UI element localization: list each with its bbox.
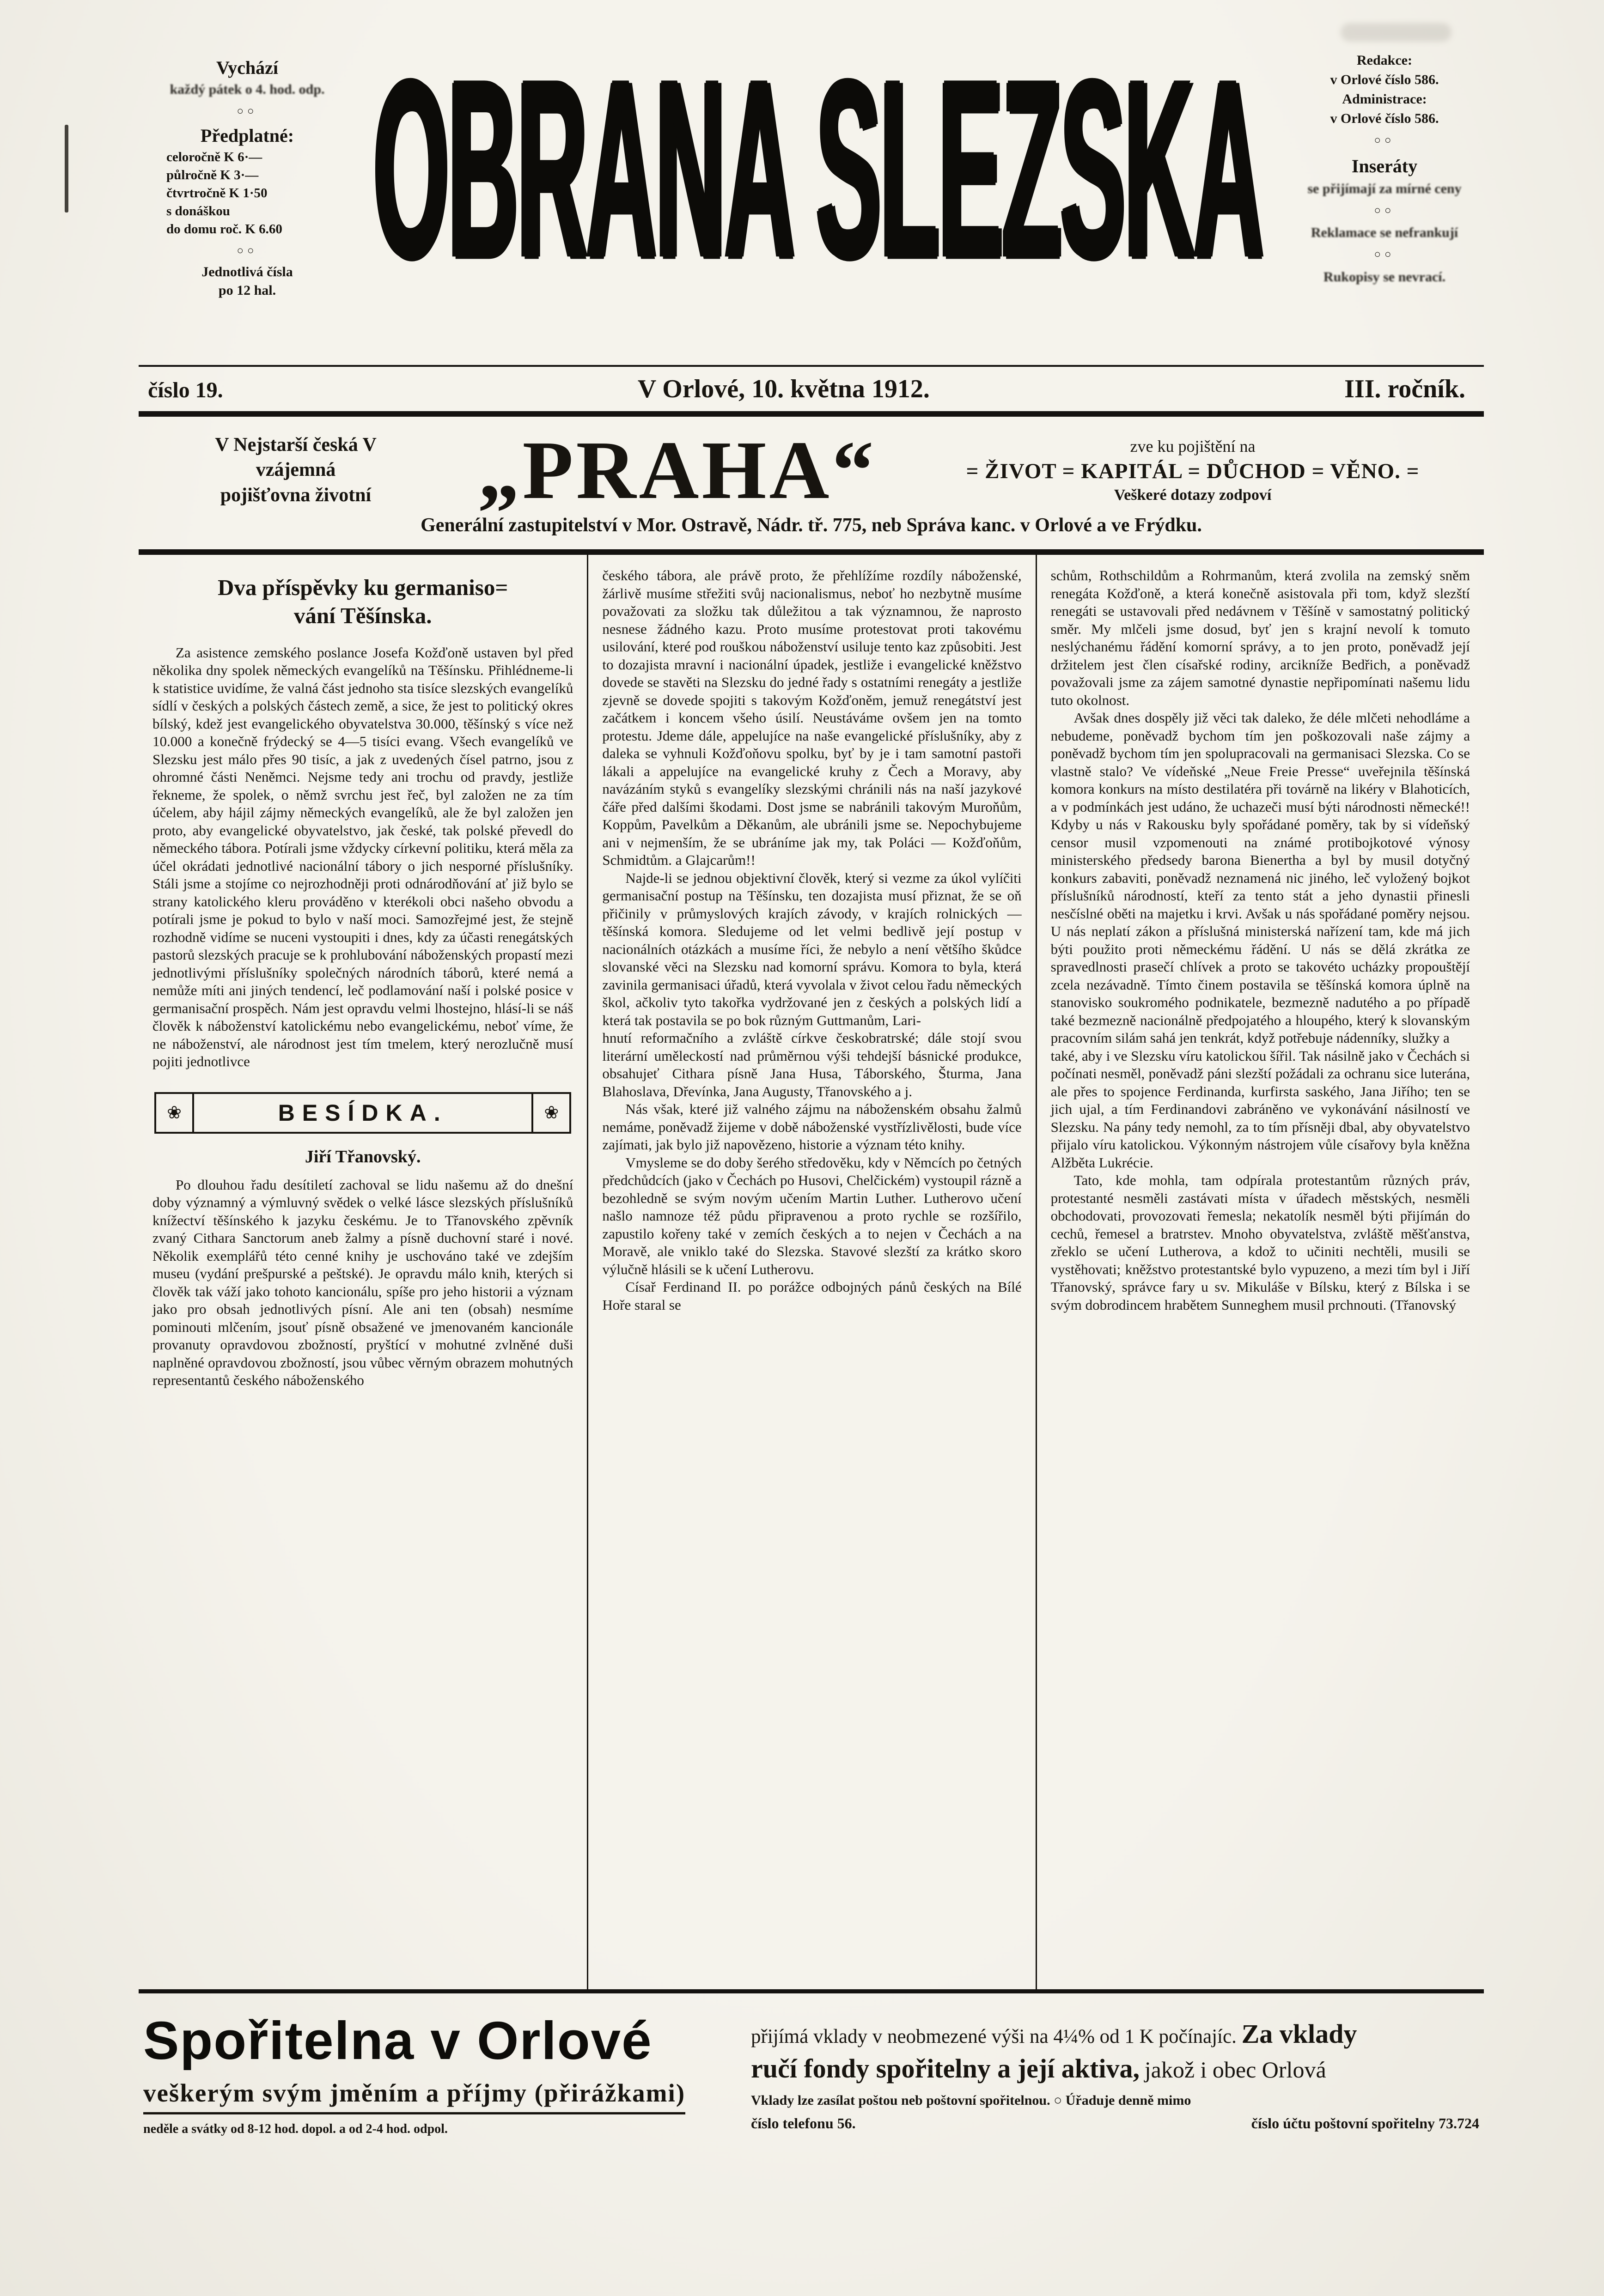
praha-brand-name: „PRAHA“ (478, 424, 877, 516)
ornament-separator: ○○ (1374, 134, 1395, 146)
publication-info-box (148, 44, 347, 300)
besidka-paragraph: Vmysleme se do doby šerého středověku, kdy v Němcích po četných předchůdcích (jako v Čechách po Husovi, Chelčickém) vystoupil rázně a bezohledně se svým novým učením Martin Luther. Lutherovo učení našlo namnoze též půdu připravenou a proto rychle se rozšířilo, zapustilo kořeny také v zemích českých a to nejen v Čechách a na Moravě, ale vniklo také do Slezska. Stavové slezští za krátko skoro výlučně hlásili se k učení Lutherovu. (602, 1154, 1022, 1277)
flower-glyph: ❀ (167, 1103, 182, 1123)
article-paragraph: schům, Rothschildům a Rohrmanům, která zvolila na zemský sněm renegáta Kožďoně, a která konečně asistovala při tom, když slezští renegáti se ustavovali před nedávnem v Těšíně v samostatný politický směr. My mlčeli jsme dosud, byť jen s krajní nevolí k tomuto neslýchanému řádění komorní správy, a to jen proto, poněvadž její držitelem jest člen císařské rodiny, arcikníže Bedřich, a poněvadž považovali jsme za zájem samotné dynastie nepřipomínati našemu lidu tuto okolnost. (1050, 567, 1470, 708)
publication-schedule: každý pátek o 4. hod. odp. (170, 82, 325, 97)
column-2 (587, 555, 1035, 1989)
praha-ad-top (0, 417, 1604, 516)
ads-note: se přijímají za mírné ceny (1307, 181, 1462, 196)
single-issue-price: po 12 hal. (218, 283, 276, 298)
praha-tagline-2: vzájemná (256, 459, 336, 481)
praha-tagline (143, 432, 448, 508)
article-paragraph: Za asistence zemského poslance Josefa Kožďoně ustaven byl před několika dny spolek německých evangelíků na Těšínsku. Přihlédneme-li k statistice uvidíme, že valná část jednoho sta tisíce slezských evangelíků sídlí v českých a polských částech země, a sice, že jest to politický okres bílský, kdež jest evangelického obyvatelstva 30.000, těšínský s více než 10.000 a konečně frýdecký se 4—5 tisíci evang. Všech evangelíků ve Slezsku jest málo přes 90 tisíc, a jak z uvedených čísel patrno, jsou z ohromné části Neněmci. Nejsme tedy ani trochu od pravdy, jestliže řekneme, že spolek, o němž svrchu jest řeč, byl založen ne za tím účelem, aby hájil zájmy německých evangelíků, ale že byl založen jen proto, aby evangelické obyvatelstvo, jak české, tak polské převedl do německého tábora. Potírali jsme vždycky církevní politiku, která měla za účel okrádati jednotlivé nacionální tábory o jich nesporné příslušníky. Stáli jsme a stojíme co nejrozhodněji proti odnárodňování ať již bylo se strany katolického kleru prováděno v kterékoli obci našeho obvodu a potírali jsme je pokud to bylo v naší moci. Samozřejmé jest, že stejně rozhodně vidíme se nuceni vystoupiti i dnes, kdy za účasti renegátských pastorů slezských pracuje se k prohlubování náboženských propastí mezi jednotlivými příslušníky společných národních táborů, které nemá a nemůže míti ani jiných tendencí, leč podlamování naší i polské posice v germanisační prospěch. Nám jest opravdu velmi lhostejno, hlásí-li se náš člověk k náboženství katolickému nebo evangelickému, neboť víme, že ne náboženství, ale národnost jest tím tmelem, který nerozlučně musí pojiti jednotlivce (152, 644, 573, 1069)
bank-liability-rest: jakož i obec Orlová (1144, 2057, 1326, 2083)
flower-ornament-icon (156, 1094, 194, 1132)
praha-insurance-ad (0, 417, 1604, 549)
issue-number: číslo 19. (148, 378, 223, 402)
ads-label: Inseráty (1351, 155, 1418, 176)
manuscripts-note: Rukopisy se nevrací. (1323, 269, 1446, 285)
besidka-article-title: Jiří Třanovský. (305, 1147, 421, 1166)
scan-smudge (1341, 23, 1452, 42)
ornament-separator: ○○ (1374, 249, 1395, 261)
horizontal-rule (139, 411, 1484, 417)
besidka-paragraph: také, aby i ve Slezsku víru katolickou šířil. Tak násilně jako v Čechách si počínati nesměl, poněvadž páni slezští požádali za ochranu sice luterána, ale přes to spojence Ferdinanda, kurfirsta saského, Jana Jiřího; ten se jich ujal, a tím Ferdinandovi zabráněno ve vykonávání násilností ve Slezsku. Na pány tedy nemohl, za to tím přísněji dbal, aby obyvatelstvo přijalo víru katolickou. Výkonným nástrojem vůle císařovy byla kněžna Alžběta Lukrécie. (1050, 1047, 1470, 1171)
newspaper-title: OBRANA SLEZSKA (373, 28, 1263, 311)
article-title (152, 573, 573, 630)
issue-date: V Orlové, 10. května 1912. (637, 375, 930, 403)
bank-postal-note: Vklady lze zasílat poštou neb poštovní spořitelnou. ○ Úřaduje denně mimo (751, 2092, 1191, 2108)
ornament-separator: ○○ (237, 244, 258, 257)
ornament-separator: ○○ (1374, 204, 1395, 217)
single-issue-label: Jednotlivá čísla (201, 264, 293, 279)
publication-schedule-label: Vychází (216, 57, 279, 78)
bank-contact-row (751, 2115, 1479, 2132)
administration-address: v Orlové číslo 586. (1330, 111, 1439, 126)
masthead (0, 0, 1604, 365)
article-title-line-1: Dva příspěvky ku germaniso= (218, 575, 508, 600)
administration-label: Administrace: (1342, 91, 1427, 107)
besidka-paragraph: Císař Ferdinand II. po porážce odbojných pánů českých na Bílé Hoře staral se (602, 1279, 1022, 1313)
praha-tagline-3: pojišťovna životní (220, 484, 372, 506)
dateline (0, 367, 1604, 411)
praha-offer (906, 437, 1479, 504)
column-1 (139, 555, 587, 1989)
besidka-paragraph: Tato, kde mohla, tam odpírala protestantům různých práv, protestanté nesměli zastávati místa v úřadech městských, nesměli obchodovati, provozovati řemesla; nekatolík nesměl býti přijímán do cechů, řemesel a bratrstev. Mnoho obyvatelstva, zvláště měšťanstva, zřeklo se učení Lutherova, a kdož to učiniti nechtěli, musili se vystěhovati; kněžstvo protestantské bylo vypuzeno, a mezi tím byl i Jiří Třanovský, správce fary u sv. Mikuláše v Bílsku, který z Bílska i se svým dobrodincem hrabětem Sunneghem musil prchnouti. (Třanovský (1050, 1172, 1470, 1313)
editorial-label: Redakce: (1357, 53, 1412, 68)
flower-glyph: ❀ (544, 1103, 559, 1123)
praha-products-line: = ŽIVOT = KAPITÁL = DŮCHOD = VĚNO. = (966, 459, 1420, 483)
bank-ad-left (143, 2013, 726, 2137)
article-paragraph: Najde-li se jednou objektivní člověk, který si vezme za úkol vylíčiti germanisační postup na Těšínsku, ten dozajista musí přiznat, že se oň přičinily v průmyslových krajích závody, v krajích rolnických — těšínská komora. Sledujeme od let velmi bedlivě její postup v nacionálních otázkách a musíme říci, že nebylo a není většího škůdce slovanské věci na Slezsku nad komorní správu. Komora to byla, která zavinila germanisaci úřadů, která vyvolala v život celou řadu německých škol, ačkoliv tyto takořka vydržované jen z českých a polských lidí a která tak postavila se po bok různým Guttmanům, Lari- (602, 869, 1022, 1028)
price-delivery-1: s donáškou (166, 204, 230, 219)
contact-info-box (1290, 44, 1479, 287)
volume-number: III. ročník. (1344, 375, 1465, 403)
bank-deposit-terms: přijímá vklady v neobmezené výši na 4¼% od 1 K počínajíc. (751, 2026, 1237, 2047)
bank-guarantee: veškerým svým jměním a příjmy (přirážkami) (143, 2078, 685, 2114)
bank-telephone: číslo telefonu 56. (751, 2114, 856, 2132)
price-yearly: celoročně K 6·— (166, 149, 262, 164)
praha-tagline-1: V Nejstarší česká V (215, 434, 377, 456)
bank-liability-emphasis: ručí fondy spořitelny a její aktiva, (751, 2053, 1140, 2084)
complaints-note: Reklamace se nefrankují (1311, 225, 1458, 241)
bank-postal-account: číslo účtu poštovní spořitelny 73.724 (1251, 2114, 1479, 2132)
flower-ornament-icon (531, 1094, 569, 1132)
savings-bank-ad (0, 1993, 1604, 2155)
besidka-paragraph: Po dlouhou řadu desítiletí zachoval se lidu našemu až do dnešní doby významný a výmluvný svědek o velké lásce slezských příslušníků knížectví těšínského k jazyku českému. Je to Třanovského zpěvník zvaný Cithara Sanctorum aneb žalmy a písně duchovní staré i nové. Několik exemplářů této cenné knihy je uschováno také ve zdejším museu (vydání prešpurské a peštské). Je opravdu málo knih, kterých si člověk tak váží jako tohoto kancionálu, spíše pro jeho historii a význam jako pro obsah jednotlivých písní. Ale ani ten (obsah) nesmíme pominouti mlčením, jsouť písně obsažené ve jmenovaném kancionále provanuty opravdovou zbožností, pryštící v mohutné zvlněné duši naplněné opravdovou zbožností, jsou vůbec věrným obrazem mohutných representantů českého náboženského (152, 1176, 573, 1388)
besidka-paragraph: hnutí reformačního a zvláště církve českobratrské; dále stojí svou literární uměleckostí nad průměrnou výši tehdejší básnické produkce, obsahujeť Cithara písně Jana Husa, Táborského, Šturma, Jana Blahoslava, Dřevínka, Jana Augusty, Třanovského a j. (602, 1030, 1022, 1099)
bank-name: Spořitelna v Orlové (143, 2011, 653, 2071)
praha-address-line: Generální zastupitelství v Mor. Ostravě, Nádr. tř. 775, neb Správa kanc. v Orlové a ve Frýdku. (421, 515, 1202, 536)
praha-invite-line: zve ku pojištění na (1130, 437, 1256, 456)
article-paragraph: Avšak dnes dospěly již věci tak daleko, že déle mlčeti nehodláme a nebudeme, poněvadž bychom tím jen poškozovali naše zájmy a poněvadž bychom tím jen spolupracovali na germanisaci Slezska. Co se vlastně stalo? Ve vídeňské „Neue Freie Presse“ uveřejnila těšínská komora konkurs na místo destilatéra při továrně na likéry v Blahoticích, a v podmínkách jest udáno, že uchazeči musí býti národnosti německé!! Kdyby u nás v Rakousku byly spořádané poměry, tak by si vídeňský censor musil vzpomenouti na známé protibojkotové výnosy ministerského předsedy barona Bienertha a byl by musil dotyčný konkurs zabaviti, poněvadž neznamená nic jiného, leč vyložený bojkot příslušníků národností, kteří za tento stát a jeho dynastii přinesli nesčíslné oběti na majetku i krvi. Avšak u nás spořádané poměry nejsou. U nás neplatí zákon a příslušná ministerská nařízení tam, kde má jich býti použito proti německému řádění. U nás se dělá zkrátka ze spravedlnosti prasečí chlívek a proto se takovéto ucházky propouštějí zcela nezávadně. Tímto činem postavila se těšínská komora úplně na stanovisko soukromého podnikatele, bezmezně nadutého a po případě také bezmezně nacionálně předpojatého a hloupého, který k slovanským pracovním silám sahá jen tenkrát, když potřebuje nádenníky, služky a (1050, 710, 1470, 1046)
horizontal-rule (139, 549, 1484, 555)
horizontal-rule (139, 1989, 1484, 1993)
price-quarter: čtvrtročně K 1·50 (166, 186, 268, 201)
besidka-paragraph: Nás však, které již valného zájmu na náboženském obsahu žalmů nemáme, poněvadž žijeme v době náboženské vystřízlivělosti, bude více zajímati, jak bylo již napovězeno, historie a význam této knihy. (602, 1101, 1022, 1153)
bank-ad-right (751, 2013, 1479, 2132)
article-columns (139, 555, 1484, 1989)
bank-deposit-line (751, 2017, 1479, 2051)
scan-artifact (65, 125, 68, 213)
besidka-header-box (154, 1092, 571, 1134)
subscription-label: Předplatné: (200, 125, 294, 146)
price-halfyear: půlročně K 3·— (166, 168, 259, 183)
column-3 (1036, 555, 1484, 1989)
price-delivery-2: do domu roč. K 6.60 (166, 222, 282, 237)
bank-liability-line (751, 2051, 1479, 2086)
besidka-section-title: BESÍDKA. (278, 1099, 448, 1126)
editorial-address: v Orlové číslo 586. (1330, 72, 1439, 87)
article-paragraph: českého tábora, ale právě proto, že přehlížíme rozdíly náboženské, žárlivě musíme střežiti svůj nacionalismus, neboť ho nezbytně musíme považovati za složku tak důležitou a tak významnou, že naprosto nesnese žádného kazu. Proto musíme protestovat proti takovému usilování, které pod rouškou náboženství usiluje tento kaz způsobiti. Jest to dozajista mravní i nacionální úpadek, jestliže i evangelické kněžstvo dovede se stavěti na Slezsku do jedné řady s ostatními renegáty a jestliže zjevně se dovede spojiti s takovým Kožďoněm, jemuž renegátství jest začátkem i koncem všeho úsilí. Neustáváme ovšem jen na tomto protestu. Jdeme dále, appelujíce na naše evangelické příslušníky, aby z daleka se vyhnuli Kožďoňovu spolku, byť by je i tam samotní pastoři lákali a appelujíce na evangelické kruhy z Čech a Moravy, aby navázáním styků s evangelíky slezskými chránili nás na naší jazykové čáře před dalšími škodami. Dost jsme se nabránili takovým Muroňům, Koppům, Pavelkům a Děkanům, ale ubránili jsme se. Nepochybujeme ani v nejmenším, že se ubráníme jak my, tak Poláci — Kožďoňům, Schmidtům. a Glajcarům!! (602, 567, 1022, 868)
ornament-separator: ○○ (237, 105, 258, 117)
praha-note-line: Veškeré dotazy zodpoví (1114, 486, 1272, 504)
bank-deposit-emphasis: Za vklady (1241, 2019, 1357, 2049)
masthead-title-area (360, 28, 1276, 349)
article-title-line-2: vání Těšínska. (293, 603, 432, 629)
bank-opening-hours: neděle a svátky od 8-12 hod. dopol. a od 2-4 hod. odpol. (143, 2121, 448, 2136)
